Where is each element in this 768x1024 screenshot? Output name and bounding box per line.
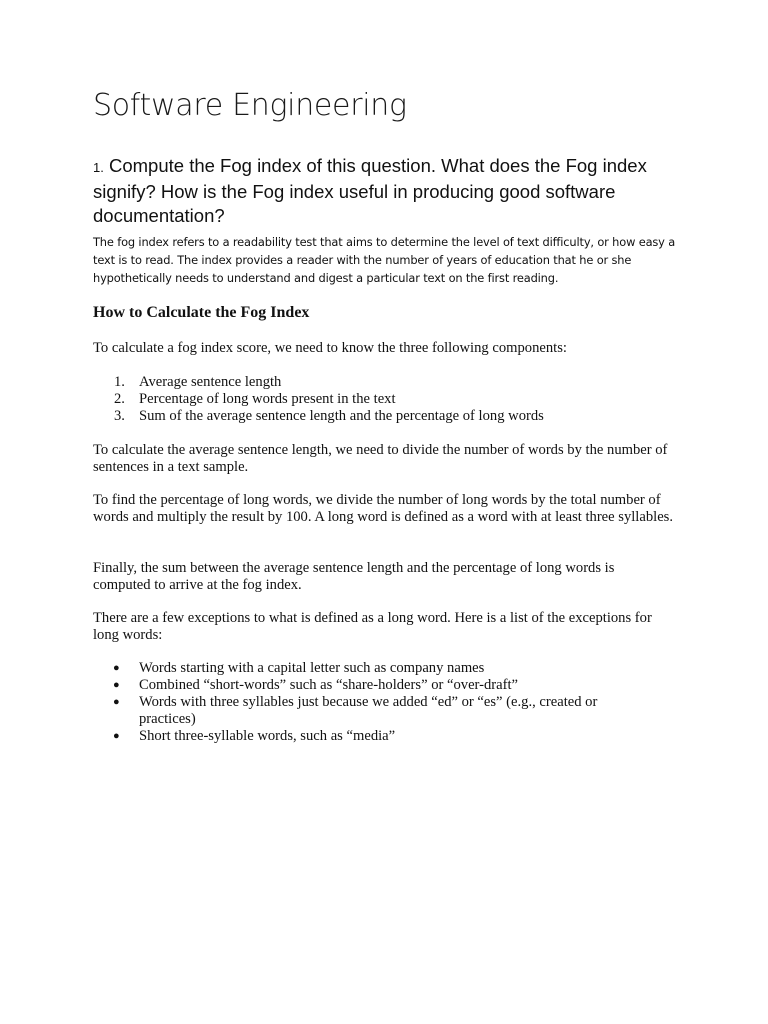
question <box>93 154 693 228</box>
bullet-icon: ● <box>113 696 120 708</box>
list-item <box>93 660 653 677</box>
paragraph-average-length: To calculate the average sentence length, we need to divide the number of words by the number of sentences in a text sample. <box>93 442 668 475</box>
answer-intro: The fog index refers to a readability test that aims to determine the level of text difficulty, or how easy a text is to read. The index provides a reader with the number of years of education that he or she hypothetically needs to understand and digest a particular text on the first reading. <box>93 235 676 285</box>
paragraph-exceptions: There are a few exceptions to what is defined as a long word. Here is a list of the exceptions for long words: <box>93 610 652 643</box>
question-number: 1. <box>93 160 104 175</box>
document-title: Software Engineering <box>93 88 407 123</box>
list-item-text: Sum of the average sentence length and the percentage of long words <box>139 408 544 424</box>
bullet-icon: ● <box>113 662 120 674</box>
list-item-text: Percentage of long words present in the text <box>139 391 396 407</box>
list-item-number: 3. <box>114 408 125 424</box>
list-item <box>93 694 653 728</box>
list-item <box>93 374 544 391</box>
list-item-text: Combined “short-words” such as “share-holders” or “over-draft” <box>139 677 519 693</box>
paragraph-percentage: To find the percentage of long words, we divide the number of long words by the total number of words and multiply the result by 100. A long word is defined as a word with at least three syllables. <box>93 492 674 525</box>
list-item-number: 2. <box>114 391 125 407</box>
bullet-icon: ● <box>113 679 120 691</box>
exceptions-list <box>93 660 653 745</box>
list-item <box>93 391 544 408</box>
list-item-text: Short three-syllable words, such as “media” <box>139 728 396 744</box>
question-text: Compute the Fog index of this question. What does the Fog index signify? How is the Fog index useful in producing good software documentation? <box>93 155 647 226</box>
list-item-text: Average sentence length <box>139 374 282 390</box>
list-item <box>93 728 653 745</box>
list-item-number: 1. <box>114 374 125 390</box>
paragraph-sum: Finally, the sum between the average sentence length and the percentage of long words is computed to arrive at the fog index. <box>93 560 615 593</box>
list-item-text: Words starting with a capital letter such as company names <box>139 660 485 676</box>
bullet-icon: ● <box>113 730 120 742</box>
list-item <box>93 408 544 425</box>
components-list <box>93 374 544 425</box>
section-heading: How to Calculate the Fog Index <box>93 304 310 321</box>
list-item-text: Words with three syllables just because we added “ed” or “es” (e.g., created or practices) <box>139 694 598 727</box>
list-item <box>93 677 653 694</box>
paragraph-components: To calculate a fog index score, we need to know the three following components: <box>93 340 567 356</box>
